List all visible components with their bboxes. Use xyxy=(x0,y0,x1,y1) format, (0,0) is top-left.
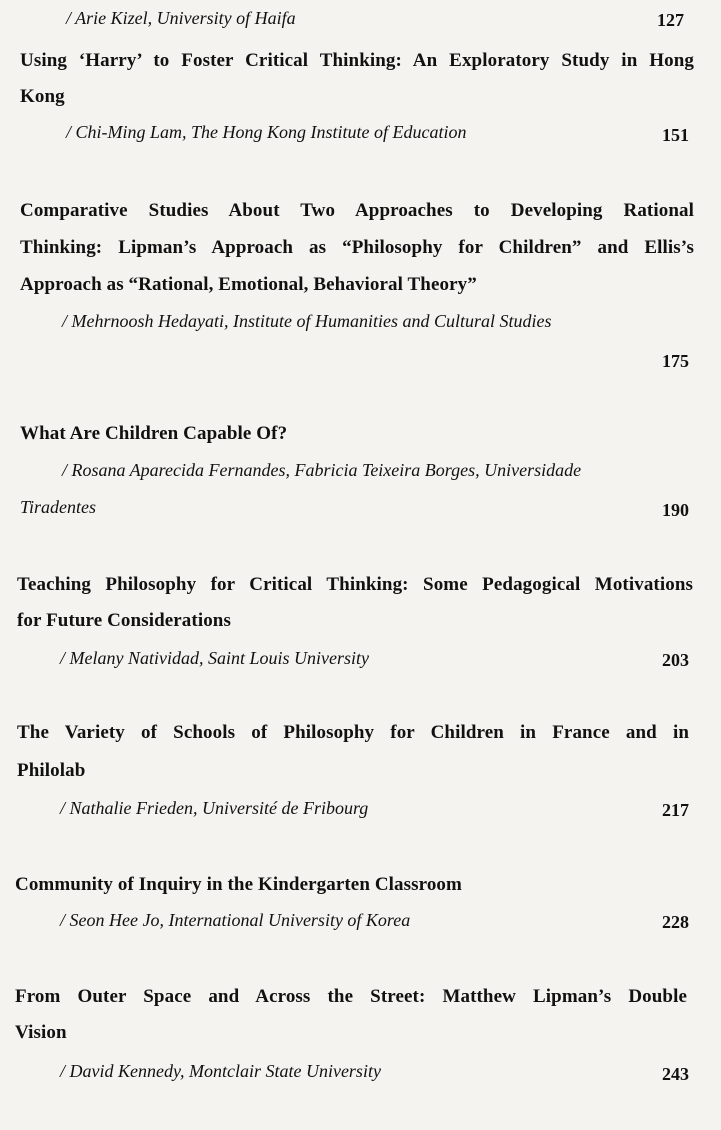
toc-entry-title: Approach as “Rational, Emotional, Behavioral Theory” xyxy=(20,274,477,295)
toc-entry-title: Kong xyxy=(20,86,65,107)
toc-entry-page: 217 xyxy=(662,800,689,820)
toc-entry-author: / Chi-Ming Lam, The Hong Kong Institute of Education xyxy=(66,122,467,142)
toc-entry-page: 175 xyxy=(662,351,689,371)
toc-entry-author: / Nathalie Frieden, Université de Fribourg xyxy=(60,798,369,818)
toc-entry-author: / Melany Natividad, Saint Louis University xyxy=(60,648,369,668)
toc-entry-title: The Variety of Schools of Philosophy for Children in France and in xyxy=(17,722,689,743)
toc-entry-author: / Arie Kizel, University of Haifa xyxy=(66,8,296,28)
toc-entry-page: 190 xyxy=(662,500,689,520)
toc-entry-page: 228 xyxy=(662,912,689,932)
toc-entry-author: / Rosana Aparecida Fernandes, Fabricia Teixeira Borges, Universidade xyxy=(62,460,582,480)
toc-entry-title: Using ‘Harry’ to Foster Critical Thinking: An Exploratory Study in Hong xyxy=(20,50,694,71)
toc-entry-title: Philolab xyxy=(17,760,86,781)
toc-entry-title: From Outer Space and Across the Street: Matthew Lipman’s Double xyxy=(15,986,687,1007)
toc-entry-page: 243 xyxy=(662,1064,689,1084)
toc-entry-page: 151 xyxy=(662,125,689,145)
toc-entry-title: Vision xyxy=(15,1022,67,1043)
toc-entry-title: Teaching Philosophy for Critical Thinking: Some Pedagogical Motivations xyxy=(17,574,693,595)
toc-entry-title: for Future Considerations xyxy=(17,610,231,631)
toc-entry-author: / Mehrnoosh Hedayati, Institute of Humanities and Cultural Studies xyxy=(62,311,552,331)
toc-entry-title: Thinking: Lipman’s Approach as “Philosophy for Children” and Ellis’s xyxy=(20,237,694,258)
toc-entry-page: 203 xyxy=(662,650,689,670)
toc-entry-author-continued: Tiradentes xyxy=(20,497,97,517)
toc-entry-page: 127 xyxy=(657,10,684,30)
toc-entry-title: Comparative Studies About Two Approaches to Developing Rational xyxy=(20,200,694,221)
toc-entry-author: / David Kennedy, Montclair State University xyxy=(60,1061,381,1081)
toc-entry-title: Community of Inquiry in the Kindergarten Classroom xyxy=(15,874,462,895)
toc-entry-title: What Are Children Capable Of? xyxy=(20,423,288,444)
toc-entry-author: / Seon Hee Jo, International University of Korea xyxy=(60,910,411,930)
